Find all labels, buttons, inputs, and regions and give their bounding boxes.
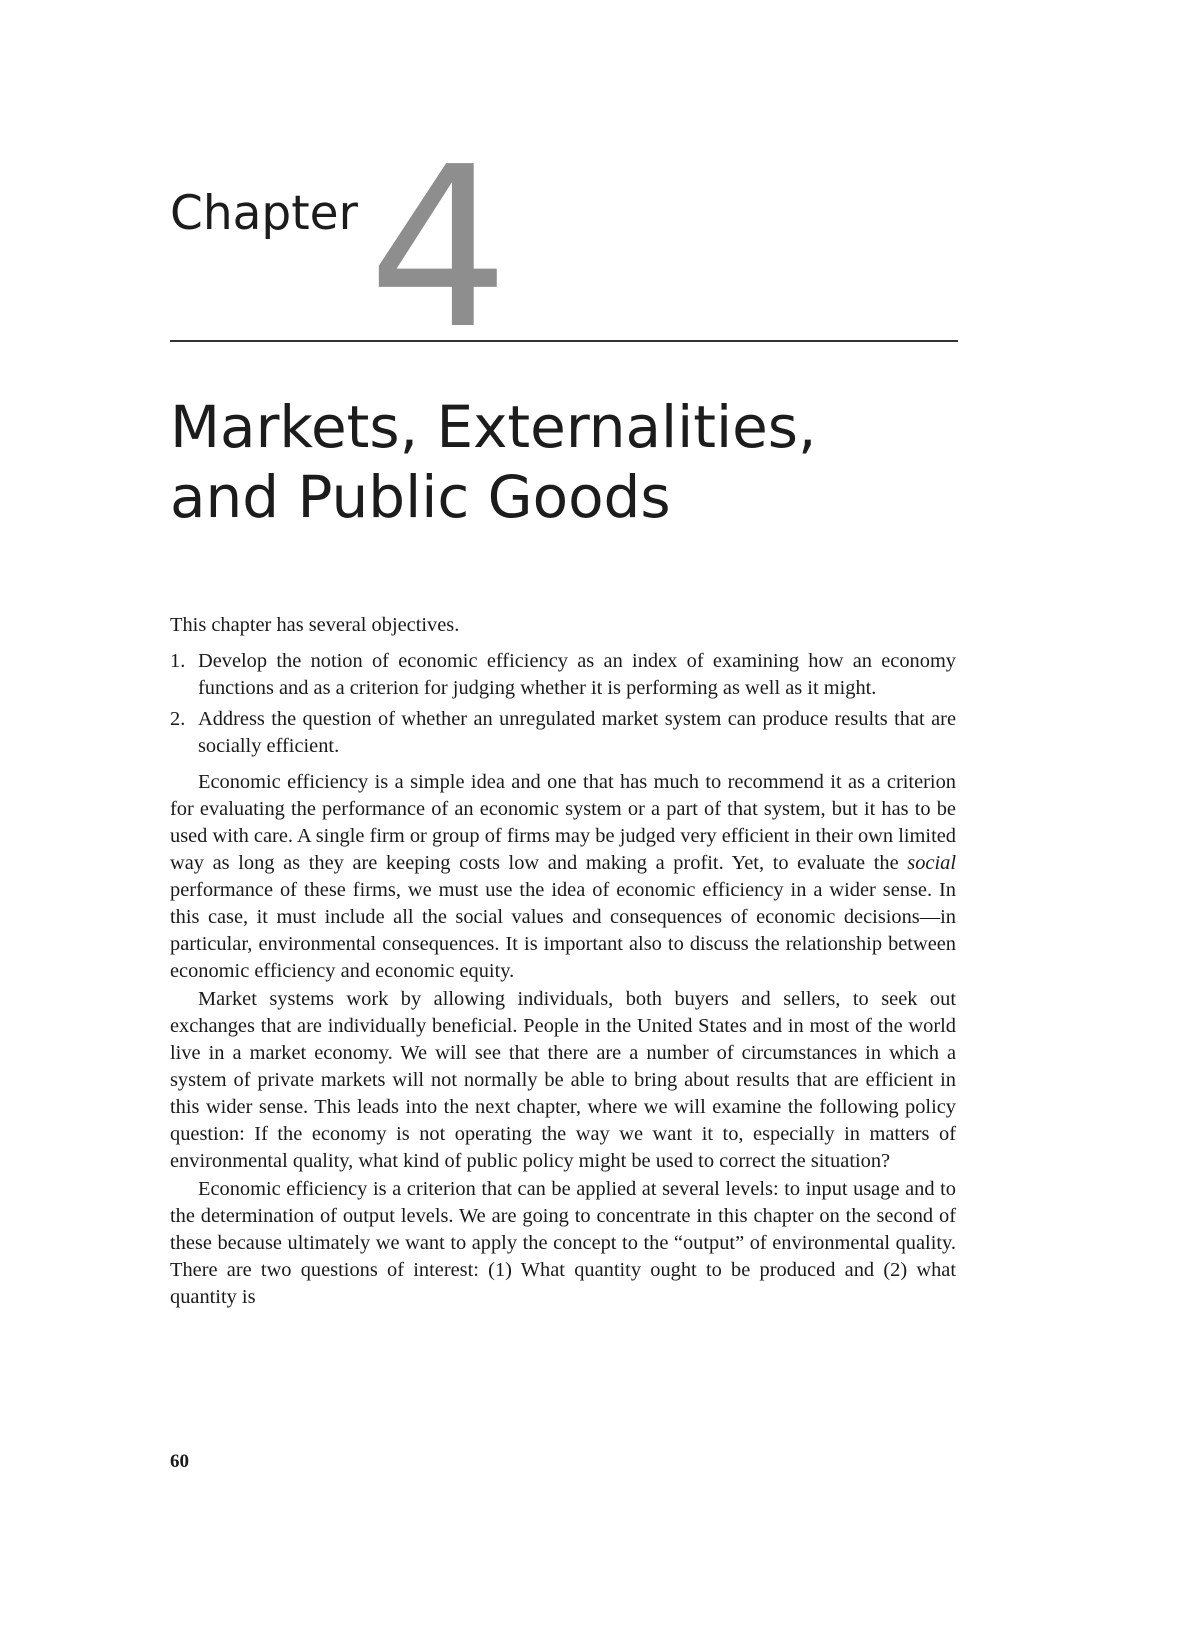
header-rule — [170, 340, 958, 342]
body-text — [170, 612, 956, 1311]
objective-text: Address the question of whether an unregulated market system can produce results that are socially efficient. — [198, 708, 956, 757]
chapter-title-line-2: and Public Goods — [170, 463, 671, 531]
objective-item — [170, 706, 956, 760]
chapter-label: Chapter — [170, 186, 358, 241]
paragraph-efficiency-text-b: performance of these firms, we must use the idea of economic efficiency in a wider sense. In this case, it must include all the social values and consequences of economic decisions—in particular, environmental consequences. It is important also to discuss the relationship between economic efficiency and economic equity. — [170, 879, 956, 982]
paragraph-efficiency-text-a: Economic efficiency is a simple idea and one that has much to recommend it as a criterion for evaluating the performance of an economic system or a part of that system, but it has to be used with care. A single firm or group of firms may be judged very efficient in their own limited way as long as they are keeping costs low and making a profit. Yet, to evaluate the — [170, 771, 956, 874]
objective-text: Develop the notion of economic efficiency as an index of examining how an economy functions and as a criterion for judging whether it is performing as well as it might. — [198, 650, 956, 699]
intro-sentence: This chapter has several objectives. — [170, 614, 460, 636]
objectives-list — [170, 648, 956, 760]
objective-item — [170, 648, 956, 702]
chapter-title — [170, 392, 958, 532]
objective-number: 1. — [170, 650, 186, 672]
paragraph-criterion-levels: Economic efficiency is a criterion that can be applied at several levels: to input usage and to the determination of output levels. We are going to concentrate in this chapter on the second of these because ultimately we want to apply the concept to the “output” of environmental quality. There are two questions of interest: (1) What quantity ought to be produced and (2) what quantity is — [170, 1178, 956, 1308]
page-number: 60 — [170, 1451, 189, 1472]
chapter-number: 4 — [368, 120, 510, 378]
objective-number: 2. — [170, 708, 186, 730]
paragraph-efficiency — [170, 769, 956, 985]
paragraph-market-systems: Market systems work by allowing individuals, both buyers and sellers, to seek out exchanges that are individually beneficial. People in the United States and in most of the world live in a market economy. We will see that there are a number of circumstances in which a system of private markets will not normally be able to bring about results that are efficient in this wider sense. This leads into the next chapter, where we will examine the following policy question: If the economy is not operating the way we want it to, especially in matters of environmental quality, what kind of public policy might be used to correct the situation? — [170, 988, 956, 1172]
emphasis-social: social — [907, 852, 956, 874]
chapter-title-line-1: Markets, Externalities, — [170, 393, 817, 461]
